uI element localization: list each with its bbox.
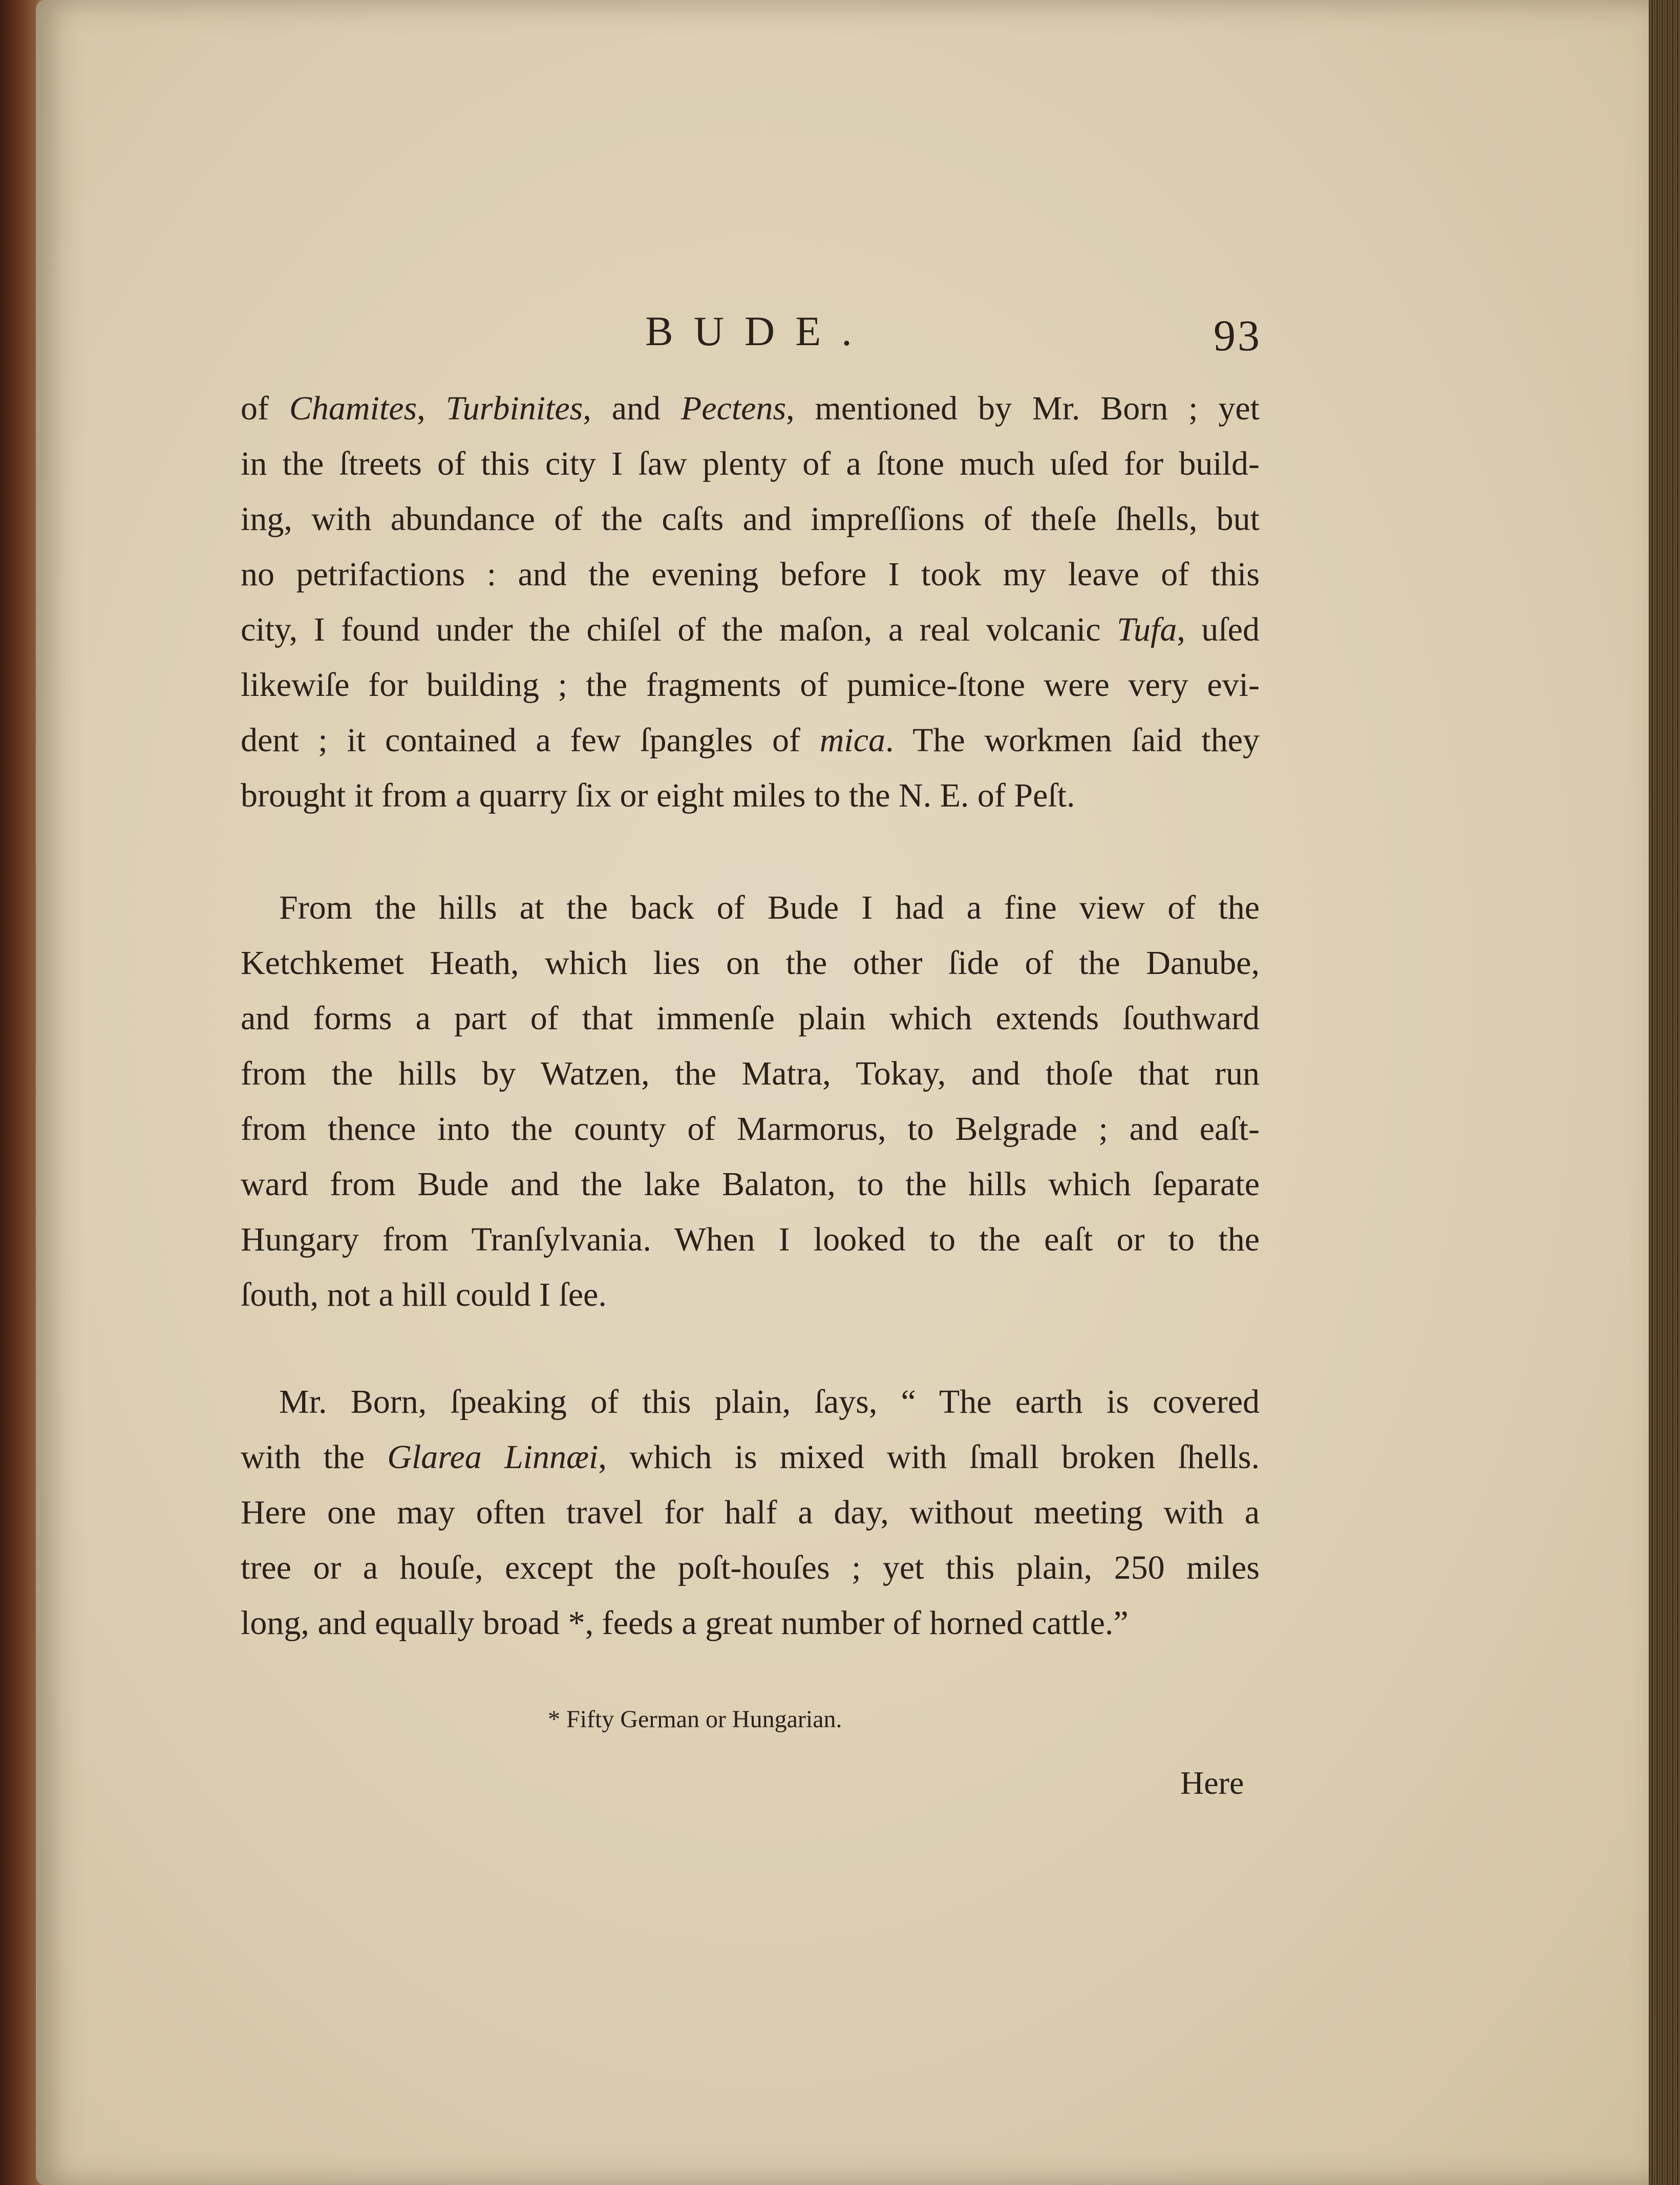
text-line: Mr. Born, ſpeaking of this plain, ſays, “ The earth is covered xyxy=(279,1383,1260,1420)
text-line: from thence into the county of Marmorus, to Belgrade ; and eaſt- xyxy=(241,1110,1260,1148)
text-line: brought it from a quarry ſix or eight miles to the N. E. of Peſt. xyxy=(241,777,1075,814)
text-line: no petrifactions : and the evening before I took my leave of this xyxy=(241,556,1260,593)
text-line: tree or a houſe, except the poſt-houſes ; yet this plain, 250 miles xyxy=(241,1549,1260,1586)
text-line: from the hills by Watzen, the Matra, Tokay, and thoſe that run xyxy=(241,1055,1260,1092)
text-line: likewiſe for building ; the fragments of pumice-ſtone were very evi- xyxy=(241,666,1260,704)
text-line: Ketchkemet Heath, which lies on the other ſide of the Danube, xyxy=(241,944,1260,982)
text-line: in the ſtreets of this city I ſaw plenty of a ſtone much uſed for build- xyxy=(241,445,1260,482)
footnote: * Fifty German or Hungarian. xyxy=(548,1706,842,1733)
catchword: Here xyxy=(1180,1765,1244,1801)
italic-term: Chamites xyxy=(289,390,417,427)
text-line: with the Glarea Linnæi, which is mixed with ſmall broken ſhells. xyxy=(241,1438,1260,1476)
text-line: ward from Bude and the lake Balaton, to the hills which ſeparate xyxy=(241,1165,1260,1203)
text-line: ing, with abundance of the caſts and impreſſions of theſe ſhells, but xyxy=(241,500,1260,538)
text-line: From the hills at the back of Bude I had a fine view of the xyxy=(279,889,1260,926)
italic-term: Glarea Linnæi xyxy=(387,1438,599,1476)
page-edges xyxy=(1649,0,1680,2185)
page-number: 93 xyxy=(1214,311,1262,360)
text-line: ſouth, not a hill could I ſee. xyxy=(241,1276,607,1313)
italic-term: Turbinites xyxy=(445,390,583,427)
text-line: long, and equally broad *, feeds a great number of horned cattle.” xyxy=(241,1604,1129,1642)
text-line: and forms a part of that immenſe plain which extends ſouthward xyxy=(241,1000,1260,1037)
italic-term: mica xyxy=(819,722,886,759)
italic-term: Pectens xyxy=(680,390,786,427)
text-line: Hungary from Tranſylvania. When I looked to the eaſt or to the xyxy=(241,1221,1260,1258)
running-title: BUDE. xyxy=(645,308,873,354)
italic-term: Tufa xyxy=(1116,611,1177,648)
text-line: city, I found under the chiſel of the maſon, a real volcanic Tufa, uſed xyxy=(241,611,1260,648)
text-line: Here one may often travel for half a day, without meeting with a xyxy=(241,1494,1260,1531)
text-line: dent ; it contained a few ſpangles of mica. The workmen ſaid they xyxy=(241,722,1260,759)
text-line: of Chamites, Turbinites, and Pectens, mentioned by Mr. Born ; yet xyxy=(241,390,1260,427)
